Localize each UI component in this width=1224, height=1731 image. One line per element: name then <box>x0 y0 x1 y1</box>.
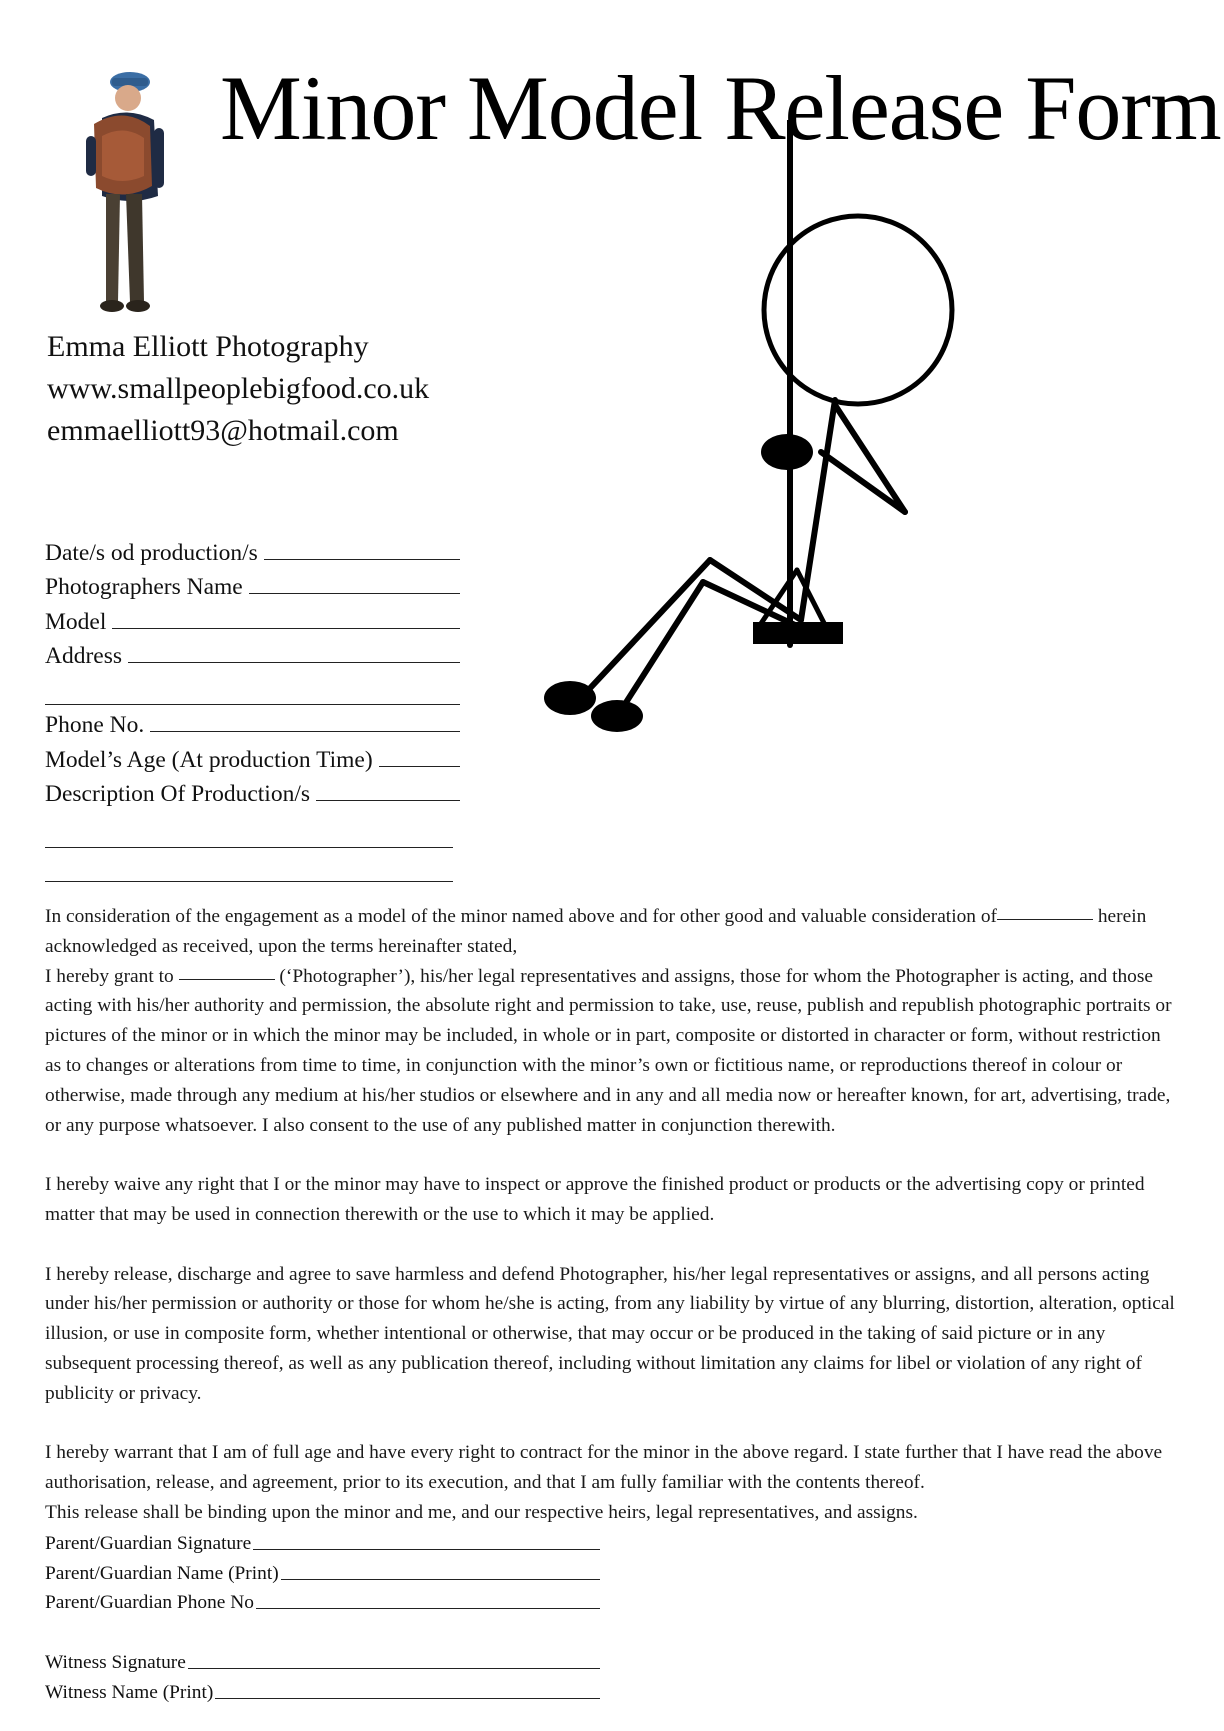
fill-line[interactable] <box>256 1608 600 1609</box>
text-span: (‘Photographer’), his/her legal representatives and assigns, those for whom the Photographer is acting, and those acting with his/her authority and permission, the absolute right and permission to take, use, reuse, publish and republish photographic portraits or pictures of the minor or in which the minor may be included, in whole or in part, composite or distorted in character or form, without restriction as to changes or alterations from time to time, in conjunction with the minor’s own or fictitious name, or reproductions thereof in colour or otherwise, made through any medium at his/her studios or elsewhere and in any and all media now or hereafter known, for art, advertising, trade, or any purpose whatsoever. I also consent to the use of any published matter in conjunction therewith. <box>45 965 1172 1136</box>
guardian-name-field[interactable] <box>45 1555 600 1585</box>
field-model[interactable] <box>45 601 460 636</box>
text-span: herein acknowledged as received, upon the terms hereinafter stated, <box>45 906 1147 957</box>
business-name: Emma Elliott Photography <box>47 330 369 363</box>
contact-info <box>47 326 429 452</box>
paragraph-waiver: I hereby waive any right that I or the minor may have to inspect or approve the finished product or products or the advertising copy or printed matter that may be used in connection therewith or the use to which it may be applied. <box>45 1174 1145 1225</box>
field-label: Date/s od production/s <box>45 539 258 566</box>
witness-signature-field[interactable] <box>45 1644 600 1674</box>
field-label: Address <box>45 643 123 669</box>
paragraph-binding: This release shall be binding upon the minor and me, and our respective heirs, legal representatives, and assigns. <box>45 1501 918 1523</box>
consideration-blank[interactable] <box>997 918 1093 920</box>
field-model-age[interactable] <box>45 739 460 774</box>
fill-line[interactable] <box>316 800 460 801</box>
fill-line[interactable] <box>249 593 460 594</box>
fill-line[interactable] <box>379 766 460 767</box>
text-span: In consideration of the engagement as a model of the minor named above and for other good and valuable consideration of <box>45 906 997 927</box>
production-fields <box>45 532 460 882</box>
fill-line[interactable] <box>128 662 460 663</box>
stick-figure-swing-illustration <box>505 120 975 760</box>
guardian-signature-block <box>45 1525 600 1614</box>
paragraph-grant <box>45 962 1175 1141</box>
guardian-phone-field[interactable] <box>45 1585 600 1615</box>
guardian-signature-field[interactable] <box>45 1525 600 1555</box>
field-photographer-name[interactable] <box>45 567 460 602</box>
fill-line[interactable] <box>281 1579 600 1580</box>
paragraph-warranty: I hereby warrant that I am of full age and have every right to contract for the minor in the above regard. I state further that I have read the above authorisation, release, and agreement, prior to its execution, and that I am fully familiar with the contents thereof. <box>45 1442 1163 1494</box>
fill-line[interactable] <box>215 1698 600 1699</box>
field-label: Parent/Guardian Name (Print) <box>45 1562 279 1584</box>
field-label: Model’s Age (At production Time) <box>45 746 373 773</box>
field-phone[interactable] <box>45 705 460 740</box>
field-label: Parent/Guardian Signature <box>45 1532 252 1554</box>
description-continuation-line[interactable] <box>45 808 453 848</box>
field-label: Phone No. <box>45 712 145 738</box>
field-label: Model <box>45 608 107 635</box>
field-description[interactable] <box>45 774 460 809</box>
page-title: Minor Model Release Form <box>220 57 1221 159</box>
field-label: Witness Name (Print) <box>45 1681 214 1703</box>
description-continuation-line[interactable] <box>45 848 453 882</box>
release-terms <box>45 902 1175 1528</box>
field-address[interactable] <box>45 636 460 671</box>
field-label: Photographers Name <box>45 574 243 600</box>
paragraph-consideration <box>45 902 1175 962</box>
field-label: Parent/Guardian Phone No <box>45 1592 254 1614</box>
field-label: Witness Signature <box>45 1651 186 1673</box>
paragraph-release: I hereby release, discharge and agree to save harmless and defend Photographer, his/her legal representatives or assigns, and all persons acting under his/her permission or authority or those for whom he/she is acting, from any liability by virtue of any blurring, distortion, alteration, optical illusion, or use in composite form, whether intentional or otherwise, that may occur or be produced in the taking of said picture or in any subsequent processing thereof, as well as any publication thereof, including without limitation any claims for libel or violation of any right of publicity or privacy. <box>45 1263 1175 1404</box>
witness-name-field[interactable] <box>45 1674 600 1704</box>
fill-line[interactable] <box>112 628 460 629</box>
witness-signature-block <box>45 1644 600 1704</box>
fill-line[interactable] <box>188 1668 600 1669</box>
text-span: I hereby grant to <box>45 965 174 987</box>
field-production-dates[interactable] <box>45 532 460 567</box>
address-continuation-line[interactable] <box>45 670 460 705</box>
fill-line[interactable] <box>150 731 460 732</box>
website-link[interactable]: www.smallpeoplebigfood.co.uk <box>47 372 430 405</box>
figurine-image <box>72 66 182 326</box>
fill-line[interactable] <box>264 559 460 560</box>
photographer-blank[interactable] <box>179 978 275 980</box>
email-link[interactable]: emmaelliott93@hotmail.com <box>47 414 399 447</box>
field-label: Description Of Production/s <box>45 781 310 807</box>
fill-line[interactable] <box>253 1549 600 1550</box>
